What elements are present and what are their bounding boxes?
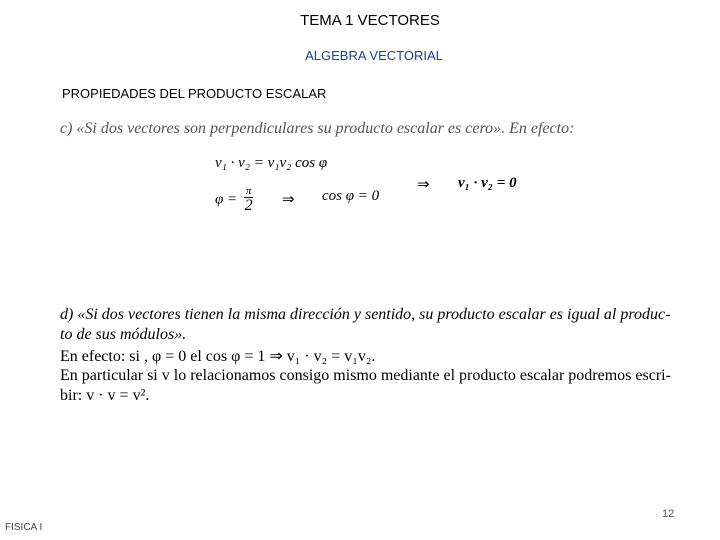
fraction-pi-over-2 bbox=[244, 186, 254, 214]
property-d-line-4: En particular si v lo relacionamos consigo mismo mediante el producto escalar podremos escri- bbox=[60, 367, 671, 384]
fraction-denominator: 2 bbox=[244, 197, 253, 214]
section-heading: PROPIEDADES DEL PRODUCTO ESCALAR bbox=[62, 86, 327, 101]
equation-result-zero: v₁ · v₂ = 0 bbox=[458, 175, 517, 191]
property-d-line-2: to de sus módulos». bbox=[60, 326, 187, 343]
equation-cos-zero: cos φ = 0 bbox=[322, 188, 380, 204]
property-c-text: c) «Si dos vectores son perpendiculares su producto escalar es cero». En efecto: bbox=[60, 120, 575, 137]
footer-course-label: FISICA I bbox=[5, 522, 43, 533]
fraction-numerator: π bbox=[245, 185, 252, 197]
equation-angle bbox=[215, 186, 256, 214]
page-number: 12 bbox=[662, 508, 675, 520]
property-d-line-3: En efecto: si , φ = 0 el cos φ = 1 ⇒ v₁ · v₂ = v₁v₂. bbox=[60, 348, 376, 365]
slide-title: TEMA 1 VECTORES bbox=[300, 12, 440, 29]
equation-dot-product: v₁ · v₂ = v₁v₂ cos φ bbox=[215, 155, 328, 171]
property-d-line-5: bir: v · v = v². bbox=[60, 387, 150, 404]
implies-arrow-2: ⇒ bbox=[417, 177, 430, 193]
slide-subtitle: ALGEBRA VECTORIAL bbox=[305, 48, 443, 63]
implies-arrow: ⇒ bbox=[282, 192, 295, 208]
property-d-line-1: d) «Si dos vectores tienen la misma dirección y sentido, su producto escalar es igual al produc- bbox=[60, 306, 671, 323]
equation-angle-lhs: φ = bbox=[215, 191, 238, 208]
